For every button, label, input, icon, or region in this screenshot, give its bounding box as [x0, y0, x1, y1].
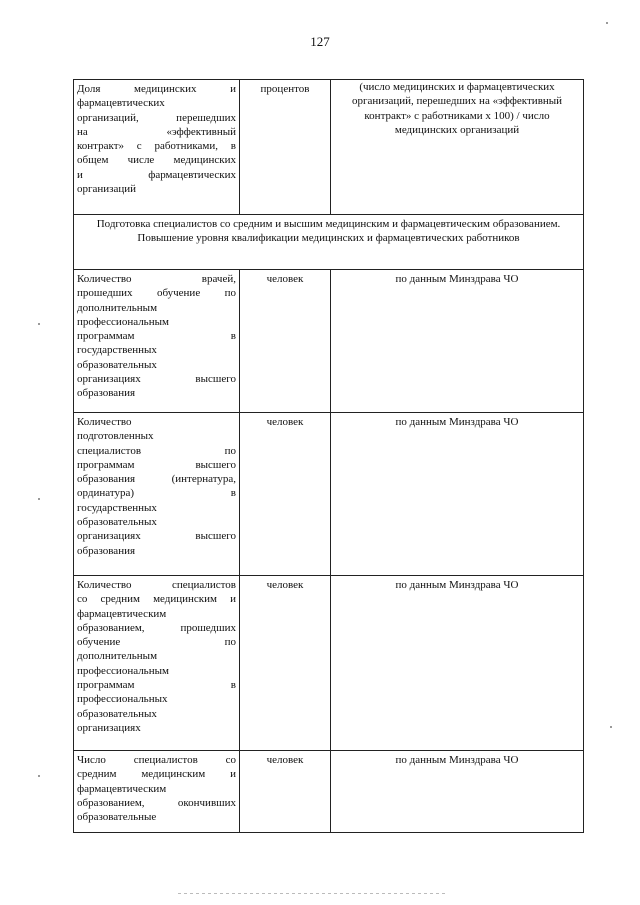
indicator-name-line: Доля медицинских и	[77, 83, 236, 95]
table-row	[74, 270, 584, 413]
indicator-name-cell	[74, 270, 240, 413]
indicator-name-line: образования	[77, 387, 136, 400]
indicator-name-line: образовательные	[77, 811, 157, 824]
indicator-name-line: со средним медицинским и	[77, 593, 236, 606]
indicator-name-line: государственных	[77, 344, 157, 357]
indicator-name-cell	[74, 80, 240, 215]
indicator-name-line: Количество специалистов	[77, 579, 236, 591]
indicator-name-line: обучение по	[77, 636, 236, 649]
method-cell: (число медицинских и фармацевтических организаций, перешедших на «эффективный контракт» с работниками х 100) / число медицинских организаций	[331, 80, 584, 215]
indicator-name-line: подготовленных	[77, 430, 154, 443]
indicator-name-line: контракт» с работниками, в	[77, 140, 236, 153]
unit-cell: человек	[240, 576, 331, 751]
scan-speck	[38, 323, 40, 325]
table-row	[74, 80, 584, 215]
indicator-name-line: специалистов по	[77, 444, 236, 457]
indicator-name-line: образованием, прошедших	[77, 621, 236, 634]
indicator-name-line: на «эффективный	[77, 125, 236, 138]
indicator-name-line: образования	[77, 544, 136, 557]
indicator-name-line: образовательных	[77, 707, 157, 720]
indicator-name-line: прошедших обучение по	[77, 287, 236, 300]
indicator-name-line: профессиональным	[77, 664, 169, 677]
indicator-name-line: программам в	[77, 330, 236, 343]
unit-cell: процентов	[240, 80, 331, 215]
indicator-name-line: фармацевтических	[77, 97, 165, 110]
section-row	[74, 215, 584, 270]
indicator-name-line: организациях высшего	[77, 373, 236, 386]
indicator-name-line: фармацевтическим	[77, 607, 167, 620]
indicator-name-line: средним медицинским и	[77, 768, 236, 781]
indicator-name-line: организациях	[77, 721, 141, 734]
scan-edge-line	[178, 893, 448, 894]
table-row	[74, 413, 584, 576]
page-number: 127	[310, 34, 330, 49]
indicator-name-line: Количество	[77, 416, 132, 428]
indicator-name-line: ординатура) в	[77, 487, 236, 500]
section-title: Подготовка специалистов со средним и высшим медицинским и фармацевтическим образованием. Повышение уровня квалификации медицинских и фармацевтических работников	[74, 215, 584, 270]
indicator-name-line: образованием, окончивших	[77, 796, 236, 809]
indicator-name-line: профессиональных	[77, 693, 168, 706]
indicator-name-cell	[74, 751, 240, 833]
indicator-name-line: образования (интернатура,	[77, 473, 236, 486]
indicator-name-line: образовательных	[77, 358, 157, 371]
indicator-name-line: общем числе медицинских	[77, 154, 236, 167]
scan-speck	[606, 22, 608, 24]
indicator-name-line: Число специалистов со	[77, 754, 236, 766]
indicator-name-line: организаций, перешедших	[77, 111, 236, 124]
indicator-name-line: профессиональным	[77, 315, 169, 328]
indicator-name-line: образовательных	[77, 516, 157, 529]
indicator-name-line: организациях высшего	[77, 530, 236, 543]
indicator-name-line: дополнительным	[77, 650, 158, 663]
method-cell: по данным Минздрава ЧО	[331, 413, 584, 576]
indicator-name-line: организаций	[77, 183, 137, 196]
indicator-name-line: государственных	[77, 501, 157, 514]
method-cell: по данным Минздрава ЧО	[331, 751, 584, 833]
indicator-name-line: дополнительным	[77, 301, 158, 314]
table-row	[74, 751, 584, 833]
table-row	[74, 576, 584, 751]
indicator-name-line: фармацевтическим	[77, 782, 167, 795]
indicator-name-line: Количество врачей,	[77, 273, 236, 285]
method-cell: по данным Минздрава ЧО	[331, 270, 584, 413]
unit-cell: человек	[240, 413, 331, 576]
method-cell: по данным Минздрава ЧО	[331, 576, 584, 751]
indicator-name-line: и фармацевтических	[77, 168, 236, 181]
indicator-name-cell	[74, 576, 240, 751]
scan-speck	[38, 498, 40, 500]
scan-speck	[610, 726, 612, 728]
indicator-name-line: программам высшего	[77, 458, 236, 471]
unit-cell: человек	[240, 751, 331, 833]
scan-speck	[38, 775, 40, 777]
indicators-table	[73, 79, 584, 833]
indicator-name-cell	[74, 413, 240, 576]
indicator-name-line: программам в	[77, 679, 236, 692]
unit-cell: человек	[240, 270, 331, 413]
